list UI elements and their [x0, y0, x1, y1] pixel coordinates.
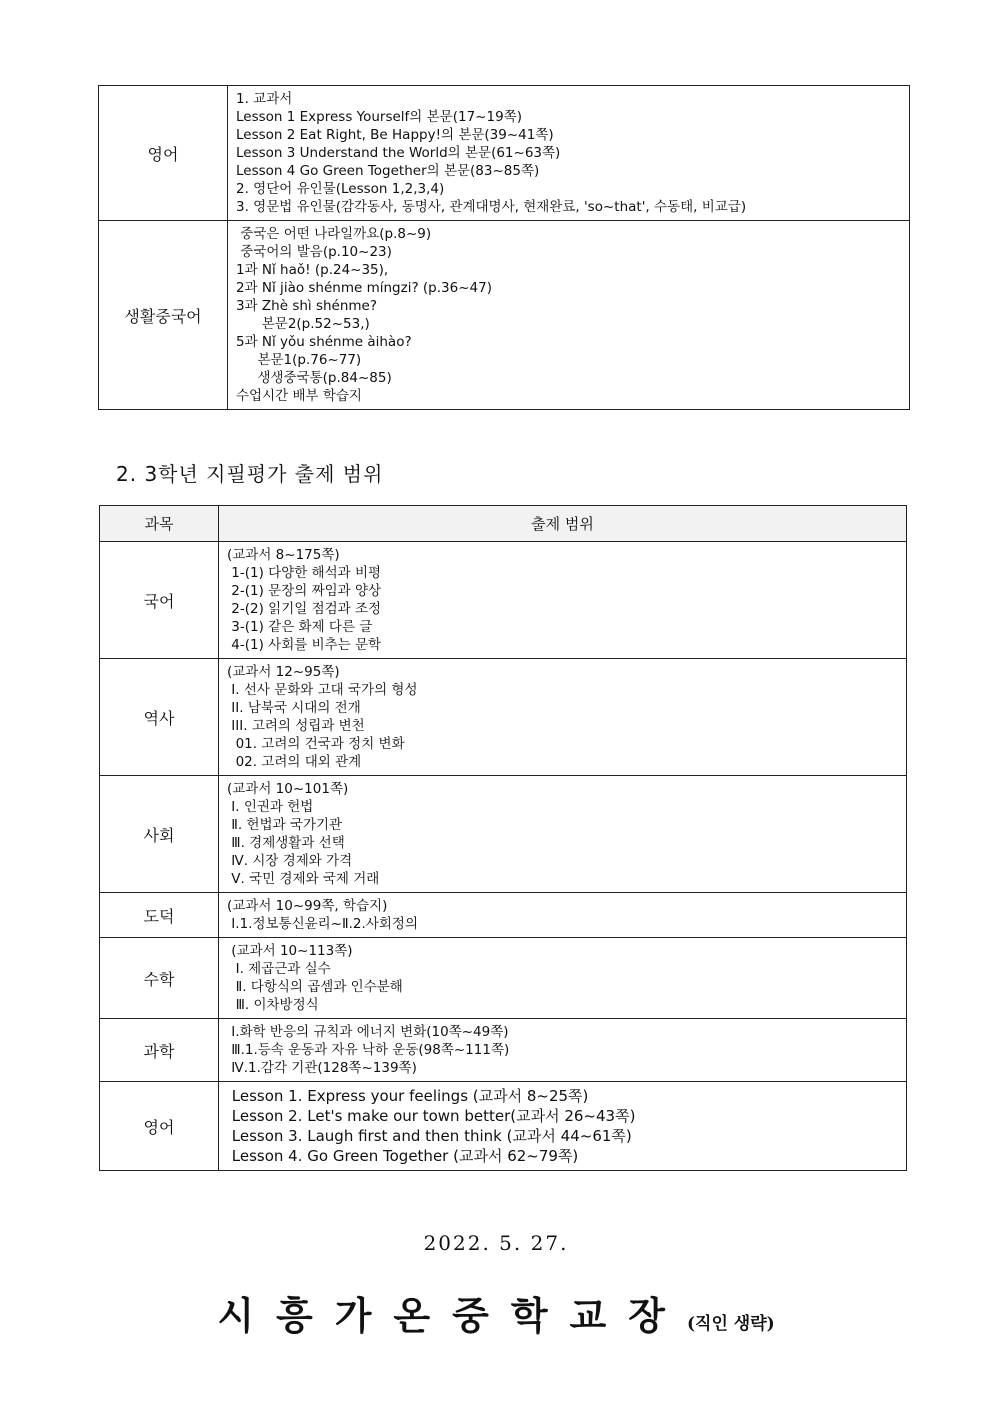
- subject-cell: 역사: [100, 659, 219, 776]
- range-line: Lesson 3. Laugh first and then think (교과서 44~61쪽): [227, 1127, 632, 1145]
- school-principal-name: 시흥가온중학교장: [217, 1293, 687, 1338]
- range-line: 4-(1) 사회를 비추는 문학: [227, 637, 382, 653]
- subject-cell: 영어: [100, 1082, 219, 1171]
- range-line: I. 선사 문화와 고대 국가의 형성: [227, 682, 418, 698]
- range-line: (교과서 8~175쪽): [227, 547, 340, 563]
- range-line: Ⅰ. 인권과 헌법: [227, 799, 314, 815]
- range-line: Ⅲ. 경제생활과 선택: [227, 835, 345, 851]
- signature-block: [0, 1285, 992, 1340]
- range-line: (교과서 10~101쪽): [227, 781, 349, 797]
- range-line: Ⅴ. 국민 경제와 국제 거래: [227, 871, 380, 887]
- table-header-row: [100, 506, 907, 542]
- range-line: Ⅲ.1.등속 운동과 자유 낙하 운동(98쪽~111쪽): [227, 1042, 510, 1058]
- range-line: 1. 교과서: [236, 91, 293, 107]
- range-cell: [219, 776, 907, 893]
- range-line: 1-(1) 다양한 해석과 비평: [227, 565, 382, 581]
- range-line: Ⅳ. 시장 경제와 가격: [227, 853, 353, 869]
- range-line: Ⅰ. 제곱근과 실수: [227, 961, 331, 977]
- range-line: Ⅰ.화학 반응의 규칙과 에너지 변화(10쪽~49쪽): [227, 1024, 509, 1040]
- range-cell: [219, 1082, 907, 1171]
- range-line: 1과 Nǐ haǒ! (p.24~35),: [236, 262, 389, 278]
- seal-omitted-note: (직인 생략): [686, 1314, 775, 1334]
- range-line: 본문1(p.76~77): [236, 352, 362, 368]
- range-cell: [228, 86, 910, 221]
- subject-cell: 수학: [100, 938, 219, 1019]
- range-line: Lesson 4. Go Green Together (교과서 62~79쪽): [227, 1147, 579, 1165]
- range-line: (교과서 10~113쪽): [227, 943, 353, 959]
- range-line: III. 고려의 성립과 변천: [227, 718, 365, 734]
- range-line: Ⅱ. 다항식의 곱셈과 인수분해: [227, 979, 403, 995]
- range-line: 2-(2) 읽기일 점검과 조정: [227, 601, 382, 617]
- subject-cell: 과학: [100, 1019, 219, 1082]
- range-line: Lesson 3 Understand the World의 본문(61~63쪽): [236, 145, 561, 161]
- range-line: 2과 Nǐ jiào shénme míngzi? (p.36~47): [236, 280, 492, 296]
- range-cell: [228, 221, 910, 410]
- range-cell: [219, 1019, 907, 1082]
- subject-cell: 생활중국어: [99, 221, 228, 410]
- header-subject: 과목: [100, 506, 219, 542]
- range-line: Ⅲ. 이차방정식: [227, 997, 319, 1013]
- range-line: Ⅳ.1.감각 기관(128쪽~139쪽): [227, 1060, 417, 1076]
- subject-cell: 국어: [100, 542, 219, 659]
- range-cell: [219, 893, 907, 938]
- table-row: [99, 221, 910, 410]
- table-row: [100, 542, 907, 659]
- range-line: Ⅱ. 헌법과 국가기관: [227, 817, 343, 833]
- subject-cell: 영어: [99, 86, 228, 221]
- range-line: Ⅰ.1.정보통신윤리~Ⅱ.2.사회정의: [227, 916, 418, 932]
- table-row: [100, 938, 907, 1019]
- range-line: 2-(1) 문장의 짜임과 양상: [227, 583, 382, 599]
- table-row: [100, 1082, 907, 1171]
- header-range: 출제 범위: [219, 506, 907, 542]
- range-line: Lesson 1 Express Yourself의 본문(17~19쪽): [236, 109, 522, 125]
- range-line: 3. 영문법 유인물(감각동사, 동명사, 관계대명사, 현재완료, 'so~that', 수동태, 비교급): [236, 199, 747, 215]
- range-line: II. 남북국 시대의 전개: [227, 700, 361, 716]
- top-range-table: [98, 85, 910, 410]
- range-line: Lesson 1. Express your feelings (교과서 8~25쪽): [227, 1087, 589, 1105]
- range-line: 5과 Nǐ yǒu shénme àihào?: [236, 334, 412, 350]
- range-line: 중국은 어떤 나라일까요(p.8~9): [236, 226, 432, 242]
- range-line: 3-(1) 같은 화제 다른 글: [227, 619, 373, 635]
- range-cell: [219, 938, 907, 1019]
- range-line: 3과 Zhè shì shénme?: [236, 298, 378, 314]
- exam-range-table: [99, 505, 907, 1171]
- table-row: [100, 1019, 907, 1082]
- range-line: 02. 고려의 대외 관계: [227, 754, 362, 770]
- table-row: [100, 893, 907, 938]
- range-line: 중국어의 발음(p.10~23): [236, 244, 392, 260]
- range-line: (교과서 12~95쪽): [227, 664, 340, 680]
- range-line: 생생중국통(p.84~85): [236, 370, 392, 386]
- range-line: 수업시간 배부 학습지: [236, 388, 362, 404]
- range-line: Lesson 4 Go Green Together의 본문(83~85쪽): [236, 163, 540, 179]
- range-cell: [219, 659, 907, 776]
- document-date: 2022. 5. 27.: [423, 1231, 569, 1255]
- range-line: 2. 영단어 유인물(Lesson 1,2,3,4): [236, 181, 445, 197]
- table-row: [99, 86, 910, 221]
- table-row: [100, 659, 907, 776]
- range-line: (교과서 10~99쪽, 학습지): [227, 898, 388, 914]
- table-row: [100, 776, 907, 893]
- range-line: 01. 고려의 건국과 정치 변화: [227, 736, 405, 752]
- subject-cell: 도덕: [100, 893, 219, 938]
- section-heading: 2. 3학년 지필평가 출제 범위: [116, 462, 384, 486]
- range-line: Lesson 2 Eat Right, Be Happy!의 본문(39~41쪽): [236, 127, 554, 143]
- range-cell: [219, 542, 907, 659]
- subject-cell: 사회: [100, 776, 219, 893]
- range-line: 본문2(p.52~53,): [236, 316, 370, 332]
- range-line: Lesson 2. Let's make our town better(교과서 26~43쪽): [227, 1107, 636, 1125]
